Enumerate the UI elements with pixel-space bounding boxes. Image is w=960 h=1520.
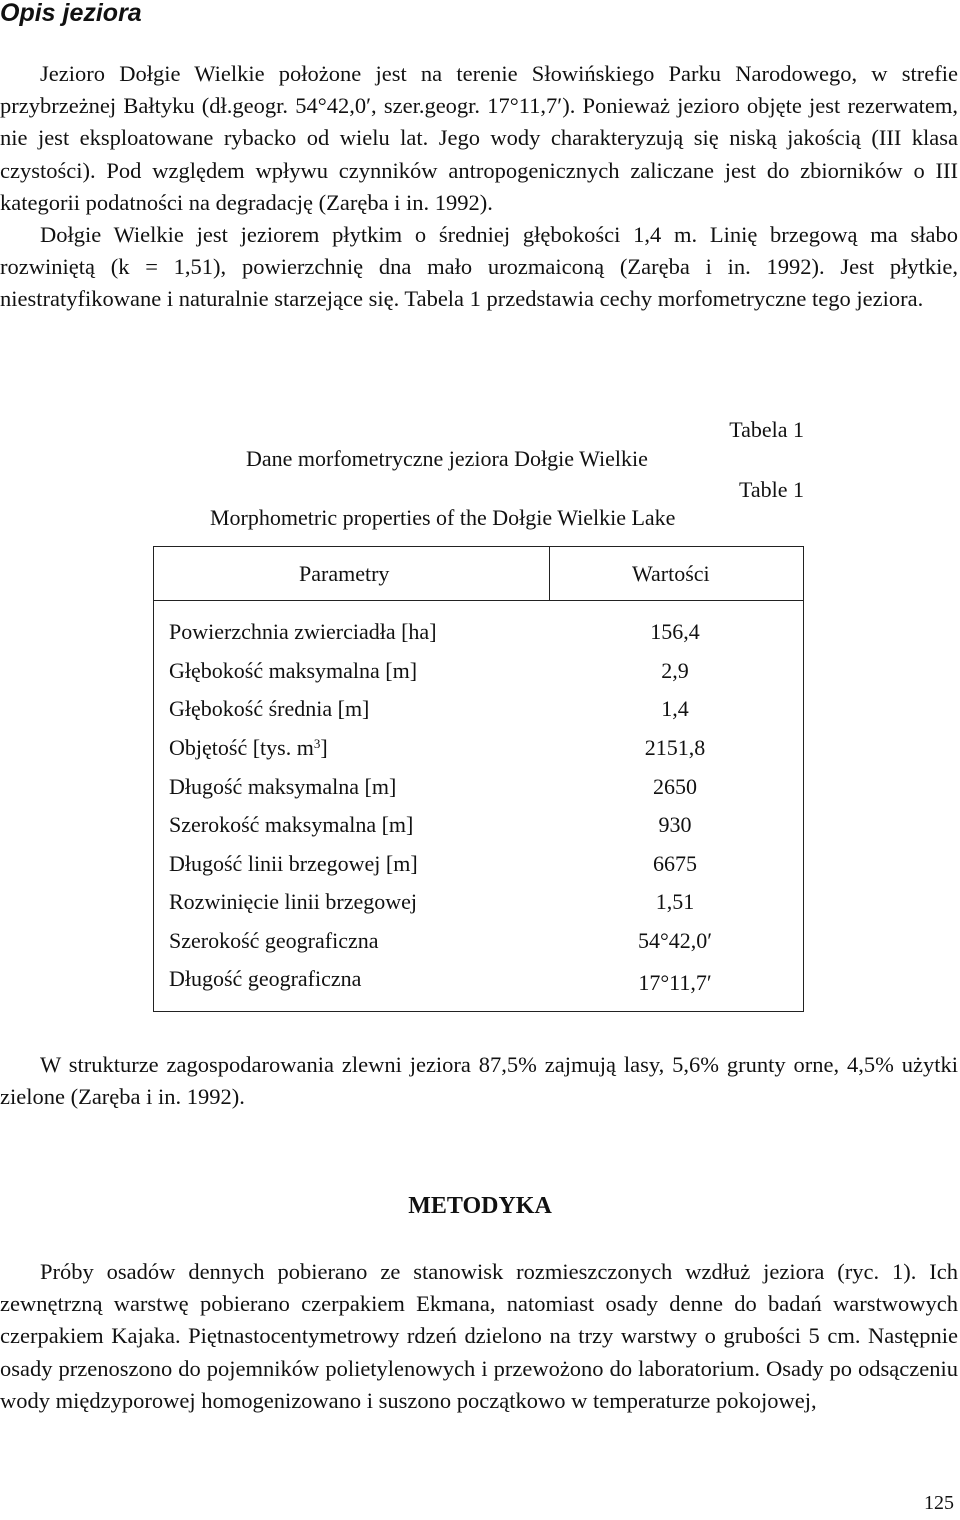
table-label-pl: Tabela 1 (729, 417, 804, 442)
row-label (169, 735, 328, 761)
row-label-close: ] (320, 735, 328, 760)
table-row (154, 812, 803, 851)
row-value: 156,4 (650, 619, 700, 644)
section-title: Opis jeziora (0, 0, 142, 27)
table-title-pl: Dane morfometryczne jeziora Dołgie Wielkie (246, 446, 648, 471)
table-row (154, 889, 803, 928)
table-row (154, 966, 803, 1005)
row-label: Szerokość maksymalna [m] (169, 812, 414, 837)
row-label: Długość geograficzna (169, 966, 362, 991)
table-label-en: Table 1 (738, 477, 804, 502)
table-header-rule (154, 600, 803, 601)
table-row (154, 774, 803, 813)
table-row (154, 928, 803, 967)
table-row (154, 735, 803, 774)
morphometric-table (153, 546, 804, 1012)
row-value: 17°11,7′ (638, 970, 712, 995)
row-value: 1,51 (655, 889, 695, 914)
row-label: Długość linii brzegowej [m] (169, 851, 418, 876)
row-label: Długość maksymalna [m] (169, 774, 397, 799)
paragraph-location: Jezioro Dołgie Wielkie położone jest na terenie Słowińskiego Parku Narodowego, w strefie przybrzeżnej Bałtyku (dł.geogr. 54°42,0′, szer.geogr. 17°11,7′). Ponieważ jezioro objęte jest rezerwatem, nie jest eksploatowane rybacko od wielu lat. Jego wody charakteryzują się niską jakością (III klasa czystości). Pod względem wpływu czynników antropogenicznych zaliczane jest do zbiorników o III kategorii podatności na degradację (Zaręba i in. 1992). (0, 61, 958, 215)
paragraph-methods: Próby osadów dennych pobierano ze stanowisk rozmieszczonych wzdłuż jeziora (ryc. 1). Ich zewnętrzną warstwę pobierano czerpakiem Ekmana, natomiast osady denne do badań warstwowych czerpakiem Kajaka. Piętnastocentymetrowy rdzeń dzielono na trzy warstwy o grubości 5 cm. Następnie osady przenoszono do pojemników polietylenowych i przewożono do laboratorium. Osady po odsączeniu wody międzyporowej homogenizowano i suszono początkowo w temperaturze pokojowej, (0, 1259, 958, 1413)
row-value: 2151,8 (644, 735, 706, 760)
row-label-text: Objętość [tys. m (169, 735, 314, 760)
table-row (154, 658, 803, 697)
table-row (154, 696, 803, 735)
unit-exponent: 3 (313, 736, 321, 751)
row-value: 930 (658, 812, 692, 837)
table-title-en: Morphometric properties of the Dołgie Wielkie Lake (210, 505, 676, 530)
page-number: 125 (924, 1492, 954, 1514)
row-label: Głębokość średnia [m] (169, 696, 370, 721)
heading-metodyka: METODYKA (408, 1193, 552, 1219)
paragraph-land-use: W strukturze zagospodarowania zlewni jeziora 87,5% zajmują lasy, 5,6% grunty orne, 4,5% użytki zielone (Zaręba i in. 1992). (0, 1052, 958, 1109)
row-value: 2,9 (661, 658, 689, 683)
land-use-text (0, 1049, 958, 1113)
row-label: Szerokość geograficzna (169, 928, 379, 953)
paragraph-morphology: Dołgie Wielkie jest jeziorem płytkim o średniej głębokości 1,4 m. Linię brzegową ma słabo rozwiniętą (k = 1,51), powierzchnię dna mało urozmaiconą (Zaręba i in. 1992). Jest płytkie, niestratyfikowane i naturalnie starzejące się. Tabela 1 przedstawia cechy morfometryczne tego jeziora. (0, 222, 958, 312)
row-value: 2650 (653, 774, 697, 799)
methods-text (0, 1256, 958, 1417)
row-value: 6675 (653, 851, 697, 876)
row-label: Głębokość maksymalna [m] (169, 658, 418, 683)
table-header-divider (549, 547, 550, 600)
lake-description-text (0, 58, 958, 316)
table-header-values: Wartości (632, 561, 710, 586)
table-row (154, 851, 803, 890)
row-label: Rozwinięcie linii brzegowej (169, 889, 418, 914)
table-header-parameters: Parametry (299, 561, 390, 586)
table-row (154, 619, 803, 658)
row-value: 54°42,0′ (637, 928, 713, 953)
row-value: 1,4 (661, 696, 689, 721)
row-label: Powierzchnia zwierciadła [ha] (169, 619, 437, 644)
